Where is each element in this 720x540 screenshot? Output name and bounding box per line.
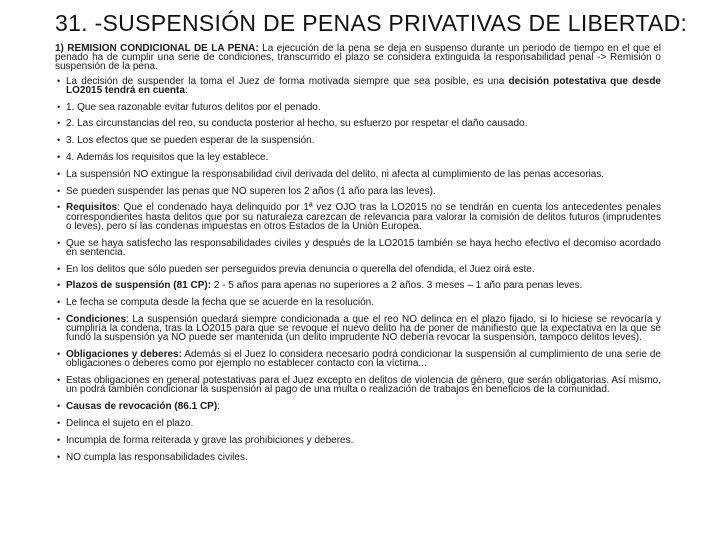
item-bold: Obligaciones y deberes: [66,349,182,361]
list-item [55,265,661,274]
intro-paragraph [55,44,661,72]
item-text: : Que el condenado haya delinquido por 1ª vez OJO tras la LO2015 no se tendrán en cuenta los antecedentes penales correspondientes hasta delitos que por su naturaleza carezcan de relevancia para valorar la comisión de delitos futuros (imprudentes o leves), pero sí las condenas impuestas en otros Estados de la Unión Europea. [66,202,661,232]
item-bold: Requisitos [66,202,118,214]
item-text: 2 - 5 años para apenas no superiores a 2 años. 3 meses – 1 año para penas leves. [211,280,583,292]
item-text: NO cumpla las responsabilidades civiles. [66,451,248,463]
list-item [55,350,661,368]
list-item [55,136,661,145]
list-item [55,119,661,128]
list-item [55,281,661,290]
list-item [55,376,661,394]
item-text: Incumpla de forma reiterada y grave las prohibiciones y deberes. [66,434,354,446]
list-item [55,103,661,112]
item-text: Que se haya satisfecho las responsabilidades civiles y después de la LO2015 también se haya hecho efectivo el decomiso acordado en sentencia. [66,237,661,258]
list-item [55,239,661,257]
item-text: Además si el Juez lo considera necesario podrá condicionar la suspensión al cumplimiento de una serie de obligaciones o deberes como por ejemplo no establecer contacto con la víctima... [66,349,661,370]
page-title: 31. -SUSPENSIÓN DE PENAS PRIVATIVAS DE LIBERTAD: [55,10,688,36]
item-text: : [217,401,220,413]
item-text: 1. Que sea razonable evitar futuros delitos por el penado. [66,101,321,113]
item-text: Le fecha se computa desde la fecha que se acuerde en la resolución. [66,297,374,309]
item-text: : [184,84,188,96]
list-item [55,203,661,231]
slide-content [55,44,661,469]
list-item [55,187,661,196]
intro-heading: 1) REMISION CONDICIONAL DE LA PENA: [55,43,263,54]
list-item [55,436,661,445]
bullet-list [55,77,661,462]
item-text: En los delitos que sólo pueden ser perseguidos previa denuncia o querella del ofendida, el Juez oirá este. [66,263,535,275]
item-bold: Condiciones [66,313,127,325]
item-bold: Causas de revocación (86.1 CP) [66,401,218,413]
item-text: Estas obligaciones en general potestativas para el Juez excepto en delitos de violencia de género, que serán obligatorias. Así mismo, un podrá también condicionar la suspensión al pago de una multa o realización de trabajos en beneficios de la comunidad. [66,375,661,396]
list-item [55,315,661,343]
item-bold: decisión potestativa que desde LO2015 tendrá en cuenta [66,75,661,96]
item-text: Delinca el sujeto en el plazo. [66,417,194,429]
item-text: La suspensión NO extingue la responsabilidad civil derivada del delito, ni afecta al cumplimiento de las penas accesorias. [66,168,605,180]
list-item [55,298,661,307]
list-item [55,77,661,95]
item-text: 4. Además los requisitos que la ley establece. [66,152,269,163]
item-text: Se pueden suspender las penas que NO superen los 2 años (1 año para las leves). [66,185,436,197]
list-item [55,419,661,428]
list-item [55,153,661,162]
item-text: : La suspensión quedará siempre condicionada a que el reo NO delinca en el plazo fijado, si lo hiciese se revocaría y cumpliría la condena, tras la LO2015 para que se revoque el nuevo delito ha de poner de manifiesto que la expectativa en la que se fundó la suspensión ya NO puede ser mantenida (un delito imprudente NO debería revocar la suspensión, tampoco delitos leves). [66,313,661,344]
list-item [55,453,661,462]
item-bold: Plazos de suspensión (81 CP): [66,280,212,292]
intro-text: La ejecución de la pena se deja en suspenso durante un periodo de tiempo en el que el penado ha de cumplir una serie de condiciones, transcurrido el plazo se considera extinguida la responsabilidad penal -> Remisión o suspensión de la pena. [55,43,661,73]
item-text: 3. Los efectos que se pueden esperar de la suspensión. [66,135,315,147]
item-text: La decisión de suspender la toma el Juez de forma motivada siempre que sea posible, es una [66,75,509,87]
item-text: 2. Las circunstancias del reo, su conducta posterior al hecho, su esfuerzo por respetar el daño causado. [66,118,528,130]
list-item [55,170,661,179]
list-item [55,402,661,411]
